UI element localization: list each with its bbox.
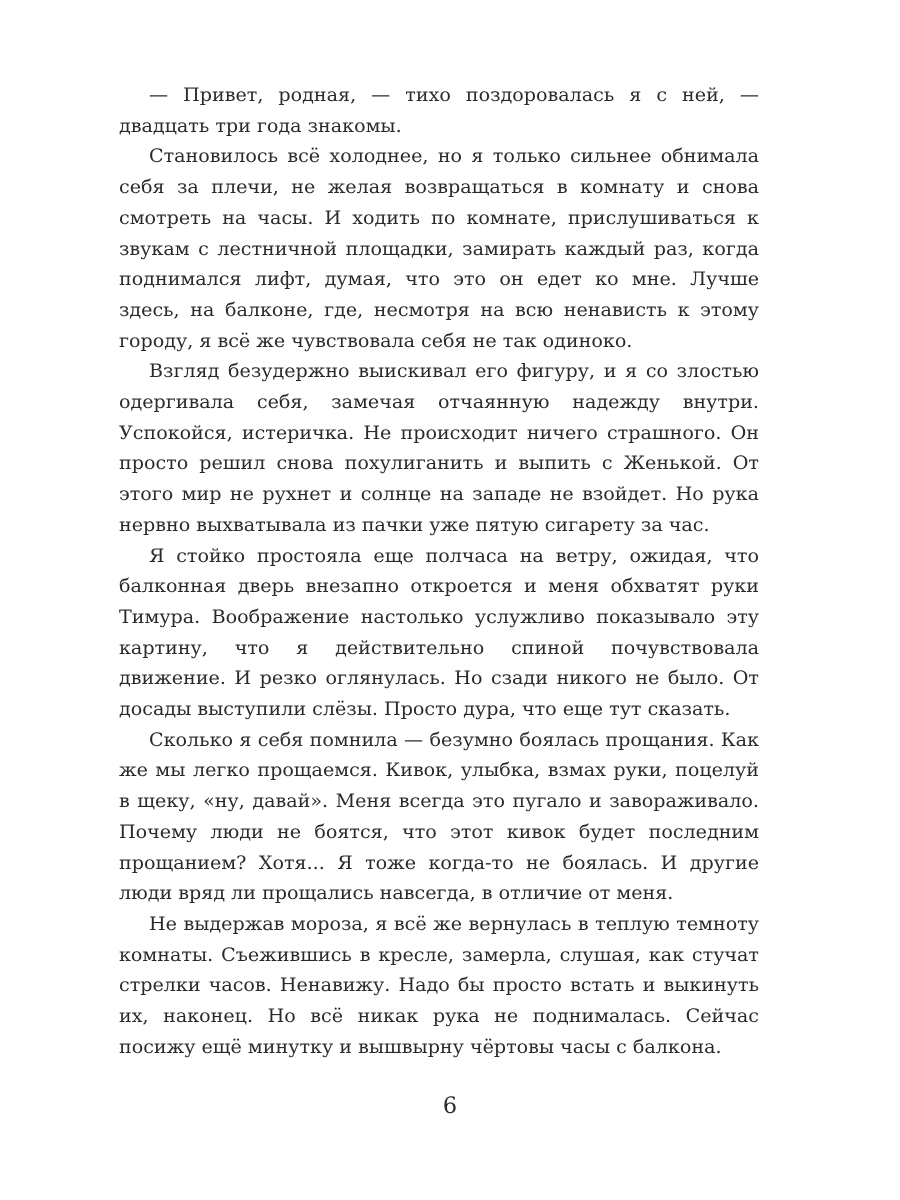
paragraph-2: Становилось всё холоднее, но я только сильнее обнимала себя за плечи, не желая возвращаться в комнату и снова смотреть на часы. И ходить по комнате, прислушиваться к звукам с лестничной площадки, замирать каждый раз, когда поднимался лифт, думая, что это он едет ко мне. Лучше здесь, на балконе, где, несмотря на всю ненависть к этому городу, я всё же чувствовала себя не так одиноко.: [119, 144, 759, 352]
paragraph-5: Сколько я себя помнила — безумно боялась прощания. Как же мы легко прощаемся. Кивок, улыбка, взмах руки, поцелуй в щеку, «ну, давай». Меня всегда это пугало и завораживало. Почему люди не боятся, что этот кивок будет последним прощанием? Хотя... Я тоже когда-то не боялась. И другие люди вряд ли прощались навсегда, в отличие от меня.: [119, 727, 759, 905]
body-text: [119, 80, 759, 1063]
paragraph-6: Не выдержав мороза, я всё же вернулась в теплую темноту комнаты. Съежившись в кресле, замерла, слушая, как стучат стрелки часов. Ненавижу. Надо бы просто встать и выкинуть их, наконец. Но всё никак рука не поднималась. Сейчас посижу ещё минутку и вышвырну чёртовы часы с балкона.: [119, 911, 759, 1058]
page-number: 6: [442, 1093, 458, 1119]
paragraph-3: Взгляд безудержно выискивал его фигуру, и я со злостью одергивала себя, замечая отчаянную надежду внутри. Успокойся, истеричка. Не происходит ничего страшного. Он просто решил снова похулиганить и выпить с Женькой. От этого мир не рухнет и солнце на западе не взойдет. Но рука нервно выхватывала из пачки уже пятую сигарету за час.: [119, 359, 759, 536]
paragraph-1: — Привет, родная, — тихо поздоровалась я с ней, — двадцать три года знакомы.: [119, 83, 759, 137]
paragraph-4: Я стойко простояла еще полчаса на ветру, ожидая, что балконная дверь внезапно откроется и меня обхватят руки Тимура. Воображение настолько услужливо показывало эту картину, что я действительно спиной почувствовала движение. И резко оглянулась. Но сзади никого не было. От досады выступили слёзы. Просто дура, что еще тут сказать.: [119, 543, 759, 721]
